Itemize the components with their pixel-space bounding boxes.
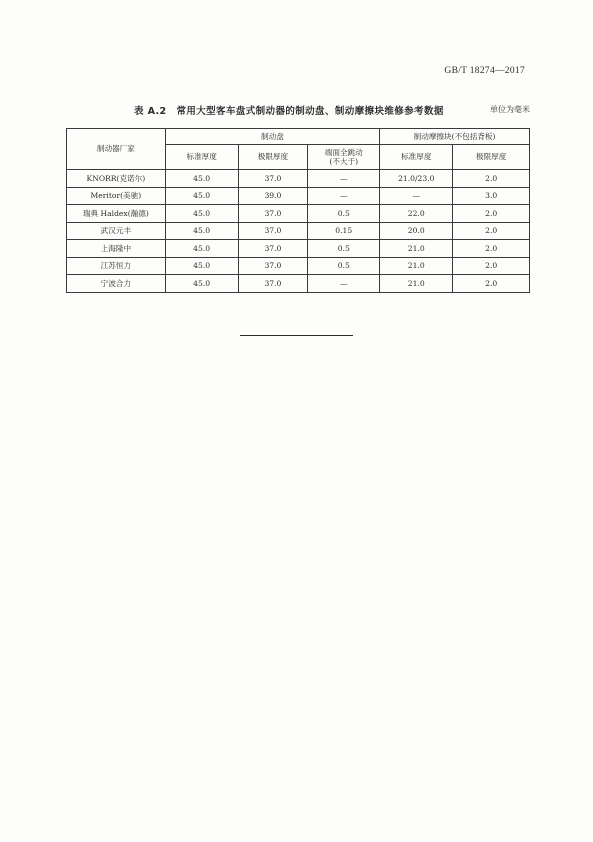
header-pad-group: 制动摩擦块(不包括背板): [380, 129, 530, 145]
cell-pad-limit: 2.0: [453, 257, 530, 275]
cell-disc-standard: 45.0: [165, 170, 238, 188]
cell-pad-limit: 2.0: [453, 222, 530, 240]
cell-pad-standard: 21.0: [380, 257, 453, 275]
header-pad-standard: 标准厚度: [380, 145, 453, 170]
cell-maker: 武汉元丰: [67, 222, 166, 240]
cell-disc-standard: 45.0: [165, 240, 238, 258]
header-disc-group: 制动盘: [165, 129, 379, 145]
cell-disc-limit: 37.0: [238, 170, 308, 188]
cell-pad-standard: 22.0: [380, 205, 453, 223]
cell-disc-runout: 0.15: [308, 222, 380, 240]
table-row: [67, 257, 530, 275]
cell-disc-runout: —: [308, 275, 380, 293]
table-row: [67, 187, 530, 205]
table-row: [67, 205, 530, 223]
cell-disc-limit: 37.0: [238, 240, 308, 258]
table-row: [67, 275, 530, 293]
table-caption: [66, 103, 530, 119]
cell-disc-limit: 37.0: [238, 275, 308, 293]
cell-disc-limit: 37.0: [238, 222, 308, 240]
cell-pad-limit: 2.0: [453, 275, 530, 293]
cell-pad-standard: 20.0: [380, 222, 453, 240]
cell-disc-limit: 37.0: [238, 205, 308, 223]
table-title: 表 A.2 常用大型客车盘式制动器的制动盘、制动摩擦块维修参考数据: [134, 106, 444, 117]
table-row: [67, 170, 530, 188]
cell-disc-standard: 45.0: [165, 257, 238, 275]
cell-maker: 宁波合力: [67, 275, 166, 293]
table-row: [67, 222, 530, 240]
header-pad-limit: 极限厚度: [453, 145, 530, 170]
cell-pad-standard: 21.0: [380, 240, 453, 258]
end-of-document-rule: [240, 335, 353, 336]
cell-disc-standard: 45.0: [165, 187, 238, 205]
header-row-group: [67, 129, 530, 145]
cell-pad-limit: 2.0: [453, 205, 530, 223]
cell-pad-standard: 21.0: [380, 275, 453, 293]
cell-disc-runout: —: [308, 170, 380, 188]
header-maker: 制动器厂家: [67, 129, 166, 170]
brake-reference-table: [66, 128, 530, 293]
cell-disc-standard: 45.0: [165, 205, 238, 223]
header-disc-runout-line1: 端面全跳动: [324, 147, 363, 157]
header-disc-limit: 极限厚度: [238, 145, 308, 170]
table-row: [67, 240, 530, 258]
cell-disc-runout: 0.5: [308, 205, 380, 223]
cell-disc-standard: 45.0: [165, 222, 238, 240]
header-disc-runout: [308, 145, 380, 170]
cell-maker: 江苏恒力: [67, 257, 166, 275]
cell-disc-limit: 37.0: [238, 257, 308, 275]
cell-maker: 瑞典 Haldex(瀚德): [67, 205, 166, 223]
cell-maker: 上海隆中: [67, 240, 166, 258]
cell-pad-standard: —: [380, 187, 453, 205]
table-unit: 单位为毫米: [490, 105, 530, 114]
cell-pad-limit: 2.0: [453, 170, 530, 188]
cell-maker: Meritor(美驰): [67, 187, 166, 205]
cell-disc-runout: 0.5: [308, 240, 380, 258]
header-disc-standard: 标准厚度: [165, 145, 238, 170]
cell-disc-runout: 0.5: [308, 257, 380, 275]
header-disc-runout-line2: (不大于): [329, 157, 359, 166]
cell-pad-standard: 21.0/23.0: [380, 170, 453, 188]
cell-disc-limit: 39.0: [238, 187, 308, 205]
cell-disc-runout: —: [308, 187, 380, 205]
cell-disc-standard: 45.0: [165, 275, 238, 293]
cell-pad-limit: 3.0: [453, 187, 530, 205]
cell-maker: KNORR(克诺尔): [67, 170, 166, 188]
cell-pad-limit: 2.0: [453, 240, 530, 258]
standard-number: GB/T 18274—2017: [444, 66, 525, 76]
